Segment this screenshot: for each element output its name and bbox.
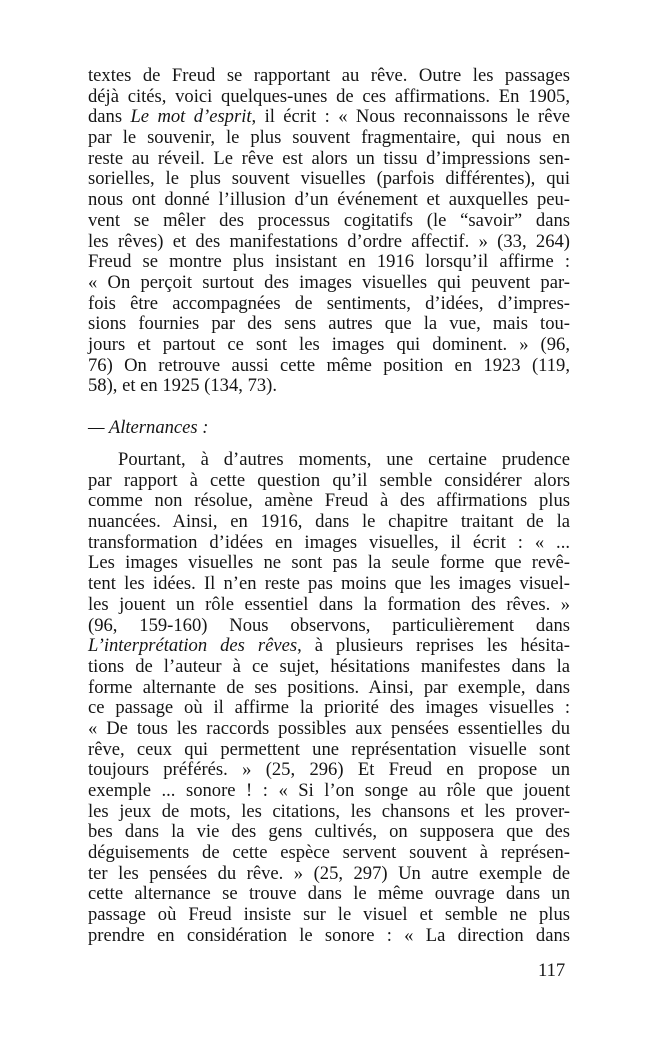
text-segment: Freud se montre plus insistant en 1916 lorsqu’il affirme : <box>88 251 570 273</box>
text-line <box>88 802 570 823</box>
text-line <box>88 864 570 885</box>
paragraph-1 <box>88 66 570 397</box>
text-line <box>88 66 570 87</box>
text-line <box>88 512 570 533</box>
text-segment: exemple ... sonore ! : « Si l’on songe au rôle que jouent <box>88 780 570 801</box>
text-segment: , il écrit : « Nous reconnaissons le rêve <box>251 106 571 128</box>
text-segment: transformation d’idées en images visuelles, il écrit : « ... <box>88 531 570 553</box>
text-segment: « On perçoit surtout des images visuelles qui peuvent par- <box>88 271 570 293</box>
page-number: 117 <box>538 960 566 981</box>
text-line <box>88 884 570 905</box>
text-segment: nuancées. Ainsi, en 1916, dans le chapitre traitant de la <box>88 511 570 533</box>
text-line <box>88 595 570 616</box>
text-segment: nous ont donné l’illusion d’un événement et auxquelles peu- <box>88 189 570 211</box>
text-segment: passage où Freud insiste sur le visuel et semble ne plus <box>88 904 570 926</box>
text-segment: (96, 159-160) Nous observons, particulièrement dans <box>88 614 570 636</box>
text-segment: par rapport à cette question qu’il semble considérer alors <box>88 469 570 491</box>
text-segment: , à plusieurs reprises les hésita- <box>297 635 571 657</box>
text-segment: prendre en considération le sonore : « La direction dans <box>88 924 570 946</box>
text-line <box>88 636 570 657</box>
text-segment: jours et partout ce sont les images qui dominent. » (96, <box>88 333 570 355</box>
text-segment: reste au réveil. Le rêve est alors un tissu d’impressions sen- <box>88 147 570 169</box>
text-line <box>88 698 570 719</box>
text-segment: bes dans la vie des gens cultivés, on supposera que des <box>88 821 570 843</box>
text-segment: rêve, ceux qui permettent une représentation visuelle sont <box>88 738 570 760</box>
text-line <box>88 471 570 492</box>
text-line <box>88 657 570 678</box>
text-segment: sorielles, le plus souvent visuelles (parfois différentes), qui <box>88 168 570 190</box>
text-line <box>88 450 570 471</box>
text-segment: fois être accompagnées de sentiments, d’idées, d’impres- <box>88 292 570 314</box>
text-line <box>88 376 570 397</box>
text-segment: déguisements de cette espèce servent souvent à représen- <box>88 842 570 864</box>
text-line <box>88 616 570 637</box>
text-line <box>88 273 570 294</box>
text-segment: les jouent un rôle essentiel dans la formation des rêves. » <box>88 593 570 615</box>
text-line <box>88 678 570 699</box>
text-line <box>88 719 570 740</box>
text-line <box>88 169 570 190</box>
text-line <box>88 190 570 211</box>
text-segment: forme alternante de ses positions. Ainsi, par exemple, dans <box>88 676 570 698</box>
text-line <box>88 294 570 315</box>
text-line <box>88 926 570 947</box>
text-line <box>88 107 570 128</box>
text-line <box>88 211 570 232</box>
text-segment: dans <box>88 106 131 128</box>
section-heading-alternances: — Alternances : <box>88 417 209 438</box>
text-segment: déjà cités, voici quelques-unes de ces affirmations. En 1905, <box>88 85 570 107</box>
text-line <box>88 533 570 554</box>
text-line <box>88 781 570 802</box>
text-segment: 76) On retrouve aussi cette même position en 1923 (119, <box>88 354 570 376</box>
text-line <box>88 356 570 377</box>
text-segment: les rêves) et des manifestations d’ordre affectif. » (33, 264) <box>88 230 570 252</box>
text-segment: cette alternance se trouve dans le même ouvrage dans un <box>88 883 570 905</box>
text-line <box>88 252 570 273</box>
text-segment: sions fournies par des sens autres que la vue, mais tou- <box>88 313 570 335</box>
text-segment: tions de l’auteur à ce sujet, hésitations manifestes dans la <box>88 655 570 677</box>
text-segment: comme non résolue, amène Freud à des affirmations plus <box>88 490 570 512</box>
text-line <box>88 760 570 781</box>
text-line <box>88 822 570 843</box>
text-segment: vent se mêler des processus cogitatifs (le “savoir” dans <box>88 209 570 231</box>
text-line <box>88 128 570 149</box>
text-line <box>88 87 570 108</box>
text-segment: les jeux de mots, les citations, les chansons et les prover- <box>88 800 570 822</box>
text-line <box>88 574 570 595</box>
text-line <box>88 553 570 574</box>
text-segment: 58), et en 1925 (134, 73). <box>88 375 277 397</box>
text-line <box>88 232 570 253</box>
text-line <box>88 314 570 335</box>
text-segment: ter les pensées du rêve. » (25, 297) Un autre exemple de <box>88 862 570 884</box>
text-segment: Les images visuelles ne sont pas la seule forme que revê- <box>88 552 570 574</box>
text-line <box>88 149 570 170</box>
italic-title: Le mot d’esprit <box>130 106 252 128</box>
text-segment: tent les idées. Il n’en reste pas moins que les images visuel- <box>88 573 570 595</box>
book-page-text <box>88 66 570 947</box>
text-segment: Pourtant, à d’autres moments, une certaine prudence <box>118 449 570 470</box>
text-line <box>88 335 570 356</box>
text-line <box>88 905 570 926</box>
text-segment: toujours préférés. » (25, 296) Et Freud en propose un <box>88 759 570 781</box>
italic-title: L’interprétation des rêves <box>88 635 298 657</box>
text-line <box>88 491 570 512</box>
text-segment: ce passage où il affirme la priorité des images visuelles : <box>88 697 570 719</box>
text-segment: « De tous les raccords possibles aux pensées essentielles du <box>88 717 570 739</box>
paragraph-2 <box>88 450 570 947</box>
text-segment: textes de Freud se rapportant au rêve. Outre les passages <box>88 65 570 86</box>
text-line <box>88 740 570 761</box>
text-line <box>88 843 570 864</box>
text-segment: par le souvenir, le plus souvent fragmentaire, qui nous en <box>88 127 570 149</box>
